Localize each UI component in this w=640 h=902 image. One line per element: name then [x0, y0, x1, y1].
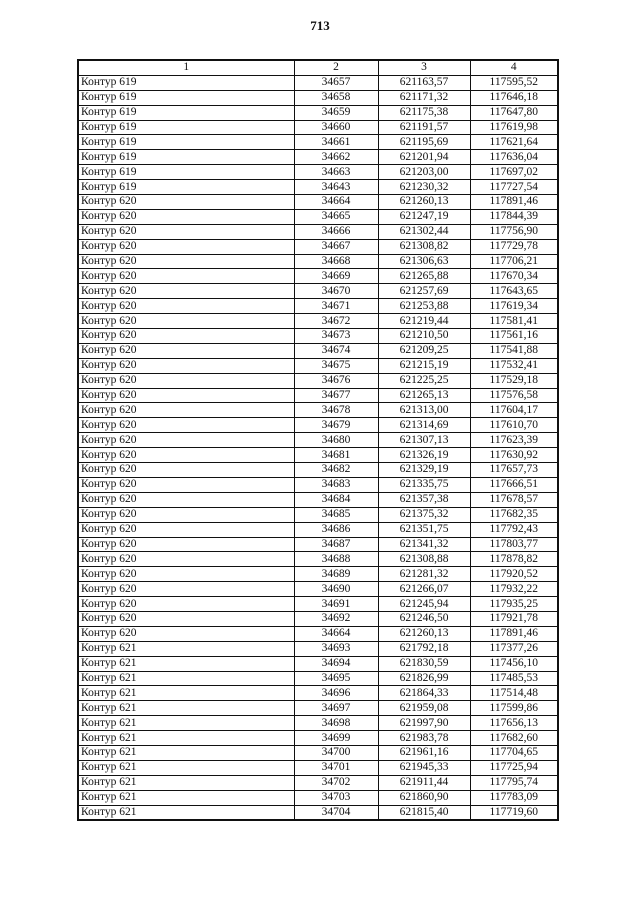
point-number-cell: 34664 — [294, 195, 378, 210]
contour-name-cell: Контур 620 — [78, 284, 294, 299]
table-row — [78, 195, 558, 210]
table-row — [78, 626, 558, 641]
contour-name-cell: Контур 620 — [78, 329, 294, 344]
y-coordinate-cell: 117646,18 — [470, 90, 558, 105]
contour-name-cell: Контур 619 — [78, 180, 294, 195]
contour-name-cell: Контур 620 — [78, 433, 294, 448]
point-number-cell: 34693 — [294, 641, 378, 656]
y-coordinate-cell: 117666,51 — [470, 477, 558, 492]
table-row — [78, 656, 558, 671]
x-coordinate-cell: 621864,33 — [378, 686, 470, 701]
table-row — [78, 254, 558, 269]
y-coordinate-cell: 117647,80 — [470, 105, 558, 120]
table-row — [78, 150, 558, 165]
contour-name-cell: Контур 620 — [78, 477, 294, 492]
contour-name-cell: Контур 620 — [78, 582, 294, 597]
y-coordinate-cell: 117844,39 — [470, 209, 558, 224]
contour-name-cell: Контур 619 — [78, 120, 294, 135]
point-number-cell: 34700 — [294, 745, 378, 760]
contour-name-cell: Контур 620 — [78, 567, 294, 582]
y-coordinate-cell: 117921,78 — [470, 611, 558, 626]
x-coordinate-cell: 621307,13 — [378, 433, 470, 448]
x-coordinate-cell: 621997,90 — [378, 716, 470, 731]
table-row — [78, 775, 558, 790]
y-coordinate-cell: 117456,10 — [470, 656, 558, 671]
y-coordinate-cell: 117610,70 — [470, 418, 558, 433]
table-row — [78, 597, 558, 612]
table-row — [78, 433, 558, 448]
point-number-cell: 34679 — [294, 418, 378, 433]
table-header-row — [78, 60, 558, 75]
contour-name-cell: Контур 620 — [78, 209, 294, 224]
y-coordinate-cell: 117935,25 — [470, 597, 558, 612]
y-coordinate-cell: 117377,26 — [470, 641, 558, 656]
contour-name-cell: Контур 621 — [78, 745, 294, 760]
y-coordinate-cell: 117532,41 — [470, 358, 558, 373]
x-coordinate-cell: 621830,59 — [378, 656, 470, 671]
point-number-cell: 34676 — [294, 373, 378, 388]
point-number-cell: 34672 — [294, 314, 378, 329]
table-row — [78, 343, 558, 358]
x-coordinate-cell: 621313,00 — [378, 403, 470, 418]
table-row — [78, 567, 558, 582]
point-number-cell: 34657 — [294, 75, 378, 90]
x-coordinate-cell: 621326,19 — [378, 448, 470, 463]
contour-name-cell: Контур 620 — [78, 373, 294, 388]
table-row — [78, 224, 558, 239]
point-number-cell: 34690 — [294, 582, 378, 597]
x-coordinate-cell: 621171,32 — [378, 90, 470, 105]
y-coordinate-cell: 117803,77 — [470, 537, 558, 552]
contour-name-cell: Контур 620 — [78, 358, 294, 373]
x-coordinate-cell: 621260,13 — [378, 195, 470, 210]
contour-name-cell: Контур 621 — [78, 686, 294, 701]
contour-name-cell: Контур 620 — [78, 522, 294, 537]
coordinates-table — [77, 59, 559, 821]
point-number-cell: 34704 — [294, 805, 378, 820]
point-number-cell: 34698 — [294, 716, 378, 731]
y-coordinate-cell: 117682,60 — [470, 731, 558, 746]
point-number-cell: 34702 — [294, 775, 378, 790]
contour-name-cell: Контур 620 — [78, 552, 294, 567]
table-row — [78, 165, 558, 180]
contour-name-cell: Контур 620 — [78, 507, 294, 522]
y-coordinate-cell: 117529,18 — [470, 373, 558, 388]
table-row — [78, 537, 558, 552]
x-coordinate-cell: 621860,90 — [378, 790, 470, 805]
table-row — [78, 269, 558, 284]
contour-name-cell: Контур 619 — [78, 135, 294, 150]
point-number-cell: 34681 — [294, 448, 378, 463]
y-coordinate-cell: 117621,64 — [470, 135, 558, 150]
y-coordinate-cell: 117657,73 — [470, 463, 558, 478]
point-number-cell: 34669 — [294, 269, 378, 284]
x-coordinate-cell: 621215,19 — [378, 358, 470, 373]
contour-name-cell: Контур 620 — [78, 239, 294, 254]
y-coordinate-cell: 117636,04 — [470, 150, 558, 165]
contour-name-cell: Контур 621 — [78, 775, 294, 790]
point-number-cell: 34696 — [294, 686, 378, 701]
y-coordinate-cell: 117920,52 — [470, 567, 558, 582]
x-coordinate-cell: 621253,88 — [378, 299, 470, 314]
contour-name-cell: Контур 620 — [78, 463, 294, 478]
x-coordinate-cell: 621306,63 — [378, 254, 470, 269]
contour-name-cell: Контур 619 — [78, 105, 294, 120]
point-number-cell: 34668 — [294, 254, 378, 269]
x-coordinate-cell: 621265,13 — [378, 388, 470, 403]
x-coordinate-cell: 621961,16 — [378, 745, 470, 760]
point-number-cell: 34661 — [294, 135, 378, 150]
table-row — [78, 299, 558, 314]
table-row — [78, 314, 558, 329]
point-number-cell: 34689 — [294, 567, 378, 582]
contour-name-cell: Контур 621 — [78, 805, 294, 820]
y-coordinate-cell: 117581,41 — [470, 314, 558, 329]
table-row — [78, 120, 558, 135]
y-coordinate-cell: 117878,82 — [470, 552, 558, 567]
point-number-cell: 34703 — [294, 790, 378, 805]
table-row — [78, 716, 558, 731]
x-coordinate-cell: 621266,07 — [378, 582, 470, 597]
point-number-cell: 34678 — [294, 403, 378, 418]
column-header-4: 4 — [470, 60, 558, 75]
contour-name-cell: Контур 621 — [78, 716, 294, 731]
y-coordinate-cell: 117932,22 — [470, 582, 558, 597]
y-coordinate-cell: 117729,78 — [470, 239, 558, 254]
contour-name-cell: Контур 620 — [78, 403, 294, 418]
table-row — [78, 477, 558, 492]
point-number-cell: 34674 — [294, 343, 378, 358]
x-coordinate-cell: 621341,32 — [378, 537, 470, 552]
y-coordinate-cell: 117678,57 — [470, 492, 558, 507]
point-number-cell: 34686 — [294, 522, 378, 537]
contour-name-cell: Контур 620 — [78, 611, 294, 626]
x-coordinate-cell: 621351,75 — [378, 522, 470, 537]
table-row — [78, 463, 558, 478]
table-row — [78, 790, 558, 805]
table-row — [78, 239, 558, 254]
y-coordinate-cell: 117670,34 — [470, 269, 558, 284]
x-coordinate-cell: 621308,82 — [378, 239, 470, 254]
x-coordinate-cell: 621375,32 — [378, 507, 470, 522]
y-coordinate-cell: 117485,53 — [470, 671, 558, 686]
table-row — [78, 403, 558, 418]
table-row — [78, 135, 558, 150]
point-number-cell: 34688 — [294, 552, 378, 567]
y-coordinate-cell: 117706,21 — [470, 254, 558, 269]
table-row — [78, 686, 558, 701]
x-coordinate-cell: 621191,57 — [378, 120, 470, 135]
point-number-cell: 34692 — [294, 611, 378, 626]
point-number-cell: 34666 — [294, 224, 378, 239]
y-coordinate-cell: 117656,13 — [470, 716, 558, 731]
x-coordinate-cell: 621163,57 — [378, 75, 470, 90]
x-coordinate-cell: 621815,40 — [378, 805, 470, 820]
y-coordinate-cell: 117682,35 — [470, 507, 558, 522]
y-coordinate-cell: 117725,94 — [470, 760, 558, 775]
x-coordinate-cell: 621225,25 — [378, 373, 470, 388]
y-coordinate-cell: 117697,02 — [470, 165, 558, 180]
x-coordinate-cell: 621201,94 — [378, 150, 470, 165]
point-number-cell: 34682 — [294, 463, 378, 478]
table-row — [78, 582, 558, 597]
contour-name-cell: Контур 620 — [78, 314, 294, 329]
table-row — [78, 358, 558, 373]
contour-name-cell: Контур 620 — [78, 269, 294, 284]
table-row — [78, 671, 558, 686]
contour-name-cell: Контур 619 — [78, 75, 294, 90]
point-number-cell: 34695 — [294, 671, 378, 686]
x-coordinate-cell: 621260,13 — [378, 626, 470, 641]
x-coordinate-cell: 621265,88 — [378, 269, 470, 284]
contour-name-cell: Контур 619 — [78, 90, 294, 105]
x-coordinate-cell: 621314,69 — [378, 418, 470, 433]
contour-name-cell: Контур 621 — [78, 671, 294, 686]
point-number-cell: 34658 — [294, 90, 378, 105]
point-number-cell: 34691 — [294, 597, 378, 612]
point-number-cell: 34673 — [294, 329, 378, 344]
x-coordinate-cell: 621209,25 — [378, 343, 470, 358]
column-header-2: 2 — [294, 60, 378, 75]
x-coordinate-cell: 621792,18 — [378, 641, 470, 656]
table-row — [78, 418, 558, 433]
contour-name-cell: Контур 621 — [78, 701, 294, 716]
point-number-cell: 34662 — [294, 150, 378, 165]
x-coordinate-cell: 621959,08 — [378, 701, 470, 716]
y-coordinate-cell: 117561,16 — [470, 329, 558, 344]
x-coordinate-cell: 621945,33 — [378, 760, 470, 775]
contour-name-cell: Контур 620 — [78, 388, 294, 403]
table-row — [78, 522, 558, 537]
table-row — [78, 641, 558, 656]
contour-name-cell: Контур 619 — [78, 165, 294, 180]
point-number-cell: 34659 — [294, 105, 378, 120]
table-row — [78, 75, 558, 90]
point-number-cell: 34660 — [294, 120, 378, 135]
contour-name-cell: Контур 621 — [78, 731, 294, 746]
contour-name-cell: Контур 620 — [78, 343, 294, 358]
table-body — [78, 75, 558, 820]
x-coordinate-cell: 621247,19 — [378, 209, 470, 224]
table-row — [78, 329, 558, 344]
contour-name-cell: Контур 621 — [78, 760, 294, 775]
x-coordinate-cell: 621245,94 — [378, 597, 470, 612]
contour-name-cell: Контур 620 — [78, 626, 294, 641]
table-row — [78, 611, 558, 626]
contour-name-cell: Контур 620 — [78, 597, 294, 612]
table-row — [78, 507, 558, 522]
y-coordinate-cell: 117576,58 — [470, 388, 558, 403]
point-number-cell: 34684 — [294, 492, 378, 507]
contour-name-cell: Контур 620 — [78, 254, 294, 269]
y-coordinate-cell: 117514,48 — [470, 686, 558, 701]
y-coordinate-cell: 117704,65 — [470, 745, 558, 760]
x-coordinate-cell: 621281,32 — [378, 567, 470, 582]
x-coordinate-cell: 621230,32 — [378, 180, 470, 195]
point-number-cell: 34663 — [294, 165, 378, 180]
point-number-cell: 34699 — [294, 731, 378, 746]
point-number-cell: 34670 — [294, 284, 378, 299]
point-number-cell: 34671 — [294, 299, 378, 314]
y-coordinate-cell: 117792,43 — [470, 522, 558, 537]
point-number-cell: 34665 — [294, 209, 378, 224]
point-number-cell: 34664 — [294, 626, 378, 641]
y-coordinate-cell: 117891,46 — [470, 195, 558, 210]
table-row — [78, 492, 558, 507]
contour-name-cell: Контур 620 — [78, 537, 294, 552]
point-number-cell: 34701 — [294, 760, 378, 775]
contour-name-cell: Контур 620 — [78, 224, 294, 239]
contour-name-cell: Контур 620 — [78, 448, 294, 463]
table-row — [78, 745, 558, 760]
column-header-1: 1 — [78, 60, 294, 75]
x-coordinate-cell: 621308,88 — [378, 552, 470, 567]
contour-name-cell: Контур 620 — [78, 299, 294, 314]
table-row — [78, 552, 558, 567]
contour-name-cell: Контур 621 — [78, 641, 294, 656]
column-header-3: 3 — [378, 60, 470, 75]
contour-name-cell: Контур 621 — [78, 656, 294, 671]
point-number-cell: 34694 — [294, 656, 378, 671]
y-coordinate-cell: 117619,98 — [470, 120, 558, 135]
x-coordinate-cell: 621826,99 — [378, 671, 470, 686]
table-row — [78, 805, 558, 820]
y-coordinate-cell: 117795,74 — [470, 775, 558, 790]
table-row — [78, 448, 558, 463]
x-coordinate-cell: 621257,69 — [378, 284, 470, 299]
x-coordinate-cell: 621203,00 — [378, 165, 470, 180]
x-coordinate-cell: 621335,75 — [378, 477, 470, 492]
table-row — [78, 284, 558, 299]
page-number: 713 — [310, 18, 330, 33]
table-row — [78, 760, 558, 775]
contour-name-cell: Контур 620 — [78, 492, 294, 507]
point-number-cell: 34687 — [294, 537, 378, 552]
point-number-cell: 34675 — [294, 358, 378, 373]
y-coordinate-cell: 117891,46 — [470, 626, 558, 641]
y-coordinate-cell: 117595,52 — [470, 75, 558, 90]
point-number-cell: 34667 — [294, 239, 378, 254]
x-coordinate-cell: 621911,44 — [378, 775, 470, 790]
y-coordinate-cell: 117619,34 — [470, 299, 558, 314]
x-coordinate-cell: 621175,38 — [378, 105, 470, 120]
table-row — [78, 105, 558, 120]
y-coordinate-cell: 117599,86 — [470, 701, 558, 716]
x-coordinate-cell: 621195,69 — [378, 135, 470, 150]
point-number-cell: 34683 — [294, 477, 378, 492]
point-number-cell: 34680 — [294, 433, 378, 448]
x-coordinate-cell: 621357,38 — [378, 492, 470, 507]
x-coordinate-cell: 621329,19 — [378, 463, 470, 478]
table-row — [78, 180, 558, 195]
y-coordinate-cell: 117719,60 — [470, 805, 558, 820]
x-coordinate-cell: 621302,44 — [378, 224, 470, 239]
contour-name-cell: Контур 620 — [78, 418, 294, 433]
contour-name-cell: Контур 619 — [78, 150, 294, 165]
x-coordinate-cell: 621246,50 — [378, 611, 470, 626]
y-coordinate-cell: 117783,09 — [470, 790, 558, 805]
y-coordinate-cell: 117541,88 — [470, 343, 558, 358]
point-number-cell: 34697 — [294, 701, 378, 716]
point-number-cell: 34685 — [294, 507, 378, 522]
table-row — [78, 388, 558, 403]
y-coordinate-cell: 117643,65 — [470, 284, 558, 299]
y-coordinate-cell: 117630,92 — [470, 448, 558, 463]
y-coordinate-cell: 117604,17 — [470, 403, 558, 418]
y-coordinate-cell: 117756,90 — [470, 224, 558, 239]
contour-name-cell: Контур 621 — [78, 790, 294, 805]
table-row — [78, 209, 558, 224]
x-coordinate-cell: 621983,78 — [378, 731, 470, 746]
x-coordinate-cell: 621210,50 — [378, 329, 470, 344]
contour-name-cell: Контур 620 — [78, 195, 294, 210]
point-number-cell: 34677 — [294, 388, 378, 403]
x-coordinate-cell: 621219,44 — [378, 314, 470, 329]
point-number-cell: 34643 — [294, 180, 378, 195]
table-row — [78, 731, 558, 746]
table-row — [78, 373, 558, 388]
y-coordinate-cell: 117727,54 — [470, 180, 558, 195]
y-coordinate-cell: 117623,39 — [470, 433, 558, 448]
table-row — [78, 701, 558, 716]
table-row — [78, 90, 558, 105]
